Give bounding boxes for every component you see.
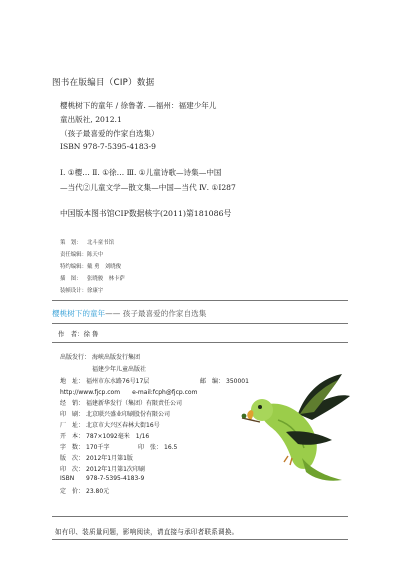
pub-value: 350001 xyxy=(226,378,249,385)
pub-edition xyxy=(60,453,133,462)
pub-value: 福建新华发行（集团）有限责任公司 xyxy=(86,400,183,407)
pub-isbn xyxy=(60,475,144,482)
pub-words xyxy=(60,442,109,451)
pub-factory xyxy=(60,420,160,429)
cip-line-classification-2: —当代②儿童文学—散文集—中国—当代 Ⅳ. ①I287 xyxy=(60,183,236,192)
author-name: 徐 鲁 xyxy=(83,330,99,338)
pub-label: 开 本： xyxy=(60,433,85,440)
credit-value: 徐康宇 xyxy=(87,288,104,294)
credit-illustrator xyxy=(60,274,125,282)
cip-heading: 图书在版编目（CIP）数据 xyxy=(52,78,155,88)
divider-footer xyxy=(52,539,348,540)
credit-label: 装帧设计： xyxy=(60,288,87,294)
pub-value: 978-7-5395-4183-9 xyxy=(86,475,145,482)
pub-value: 23.80元 xyxy=(86,488,110,495)
credit-value: 陈天中 xyxy=(87,252,104,258)
pub-label: 定 价： xyxy=(60,488,85,495)
pub-price xyxy=(60,486,109,495)
series-title xyxy=(52,308,206,319)
pub-label: 版 次： xyxy=(60,455,85,462)
pub-printer xyxy=(60,409,170,418)
author-line xyxy=(58,329,98,338)
author-label: 作 者： xyxy=(58,330,84,338)
pub-publisher xyxy=(60,352,140,361)
parrot-illustration xyxy=(236,372,356,484)
pub-label: 印 张： xyxy=(138,444,163,451)
divider-title xyxy=(52,323,348,324)
quality-notice: 如有印、装质量问题，影响阅读，请直接与承印者联系调换。 xyxy=(55,528,239,536)
pub-value: 北京市大兴区春林大街16号 xyxy=(86,422,160,429)
pub-label: 地 址： xyxy=(60,378,85,385)
credit-label: 策 划： xyxy=(60,240,82,246)
cip-line-classification-1: Ⅰ. ①樱… Ⅱ. ①徐… Ⅲ. ①儿童诗歌—诗集—中国 xyxy=(60,168,222,177)
pub-label: 字 数： xyxy=(60,444,85,451)
series-subtitle: —— 孩子最喜爱的作家自选集 xyxy=(105,309,207,318)
cip-line-title: 樱桃树下的童年 / 徐鲁著. —福州：福建少年儿 xyxy=(60,101,217,110)
parrot-feet xyxy=(284,456,292,465)
pub-label: 印 次： xyxy=(60,466,85,473)
pub-format xyxy=(60,431,149,440)
pub-label: 经 销： xyxy=(60,400,85,407)
pub-value: 海峡出版发行集团 xyxy=(91,354,140,361)
cip-line-series: （孩子最喜爱的作家自选集） xyxy=(60,129,159,138)
pub-label: 邮 编： xyxy=(200,378,225,385)
credit-label: 特约编辑： xyxy=(60,264,87,270)
cip-record-number: 中国版本图书馆CIP数据核字(2011)第181086号 xyxy=(60,209,232,218)
pub-label: 出版发行： xyxy=(60,354,91,361)
credit-planner xyxy=(60,238,114,246)
parrot-beak xyxy=(247,410,253,420)
credit-value: 北斗童书馆 xyxy=(87,240,114,246)
cip-line-isbn: ISBN 978-7-5395-4183-9 xyxy=(60,142,156,151)
credit-value: 张晓骏 林卡萨 xyxy=(87,276,125,282)
credit-special-editor xyxy=(60,262,121,270)
book-title: 樱桃树下的童年 xyxy=(52,309,106,318)
parrot-twig-leaf xyxy=(242,414,247,419)
parrot-head xyxy=(251,399,273,421)
divider-bottom xyxy=(52,516,348,517)
pub-value: 2012年1月第1次印刷 xyxy=(86,466,145,473)
credit-designer xyxy=(60,286,103,294)
pub-label: 厂 址： xyxy=(60,422,85,429)
cip-line-publisher: 童出版社, 2012.1 xyxy=(60,115,122,124)
pub-label: 印 刷： xyxy=(60,411,85,418)
pub-address xyxy=(60,376,149,385)
pub-value: 170千字 xyxy=(86,444,110,451)
credit-label: 责任编辑： xyxy=(60,252,87,258)
pub-value: 16.5 xyxy=(164,444,178,451)
pub-distributor xyxy=(60,398,182,407)
pub-sheets xyxy=(138,442,177,451)
pub-value: 2012年1月第1版 xyxy=(86,455,133,462)
pub-web: http://www.fjcp.com e-mail:fcph@fjcp.com xyxy=(60,389,198,396)
pub-label: ISBN xyxy=(60,475,75,482)
divider-top xyxy=(52,300,348,301)
pub-value: 787×1092毫米 1/16 xyxy=(86,433,150,440)
credit-label: 插 图： xyxy=(60,276,82,282)
pub-value: 北京联兴盛业印刷股份有限公司 xyxy=(86,411,171,418)
credit-editor xyxy=(60,250,103,258)
pub-printing xyxy=(60,464,145,473)
pub-value: 福州市东水路76号17层 xyxy=(86,378,150,385)
credit-value: 戴 勇 刘晓俊 xyxy=(87,264,122,270)
pub-publisher-2: 福建少年儿童出版社 xyxy=(92,366,147,373)
parrot-eye xyxy=(258,405,262,409)
divider-author xyxy=(52,342,348,343)
